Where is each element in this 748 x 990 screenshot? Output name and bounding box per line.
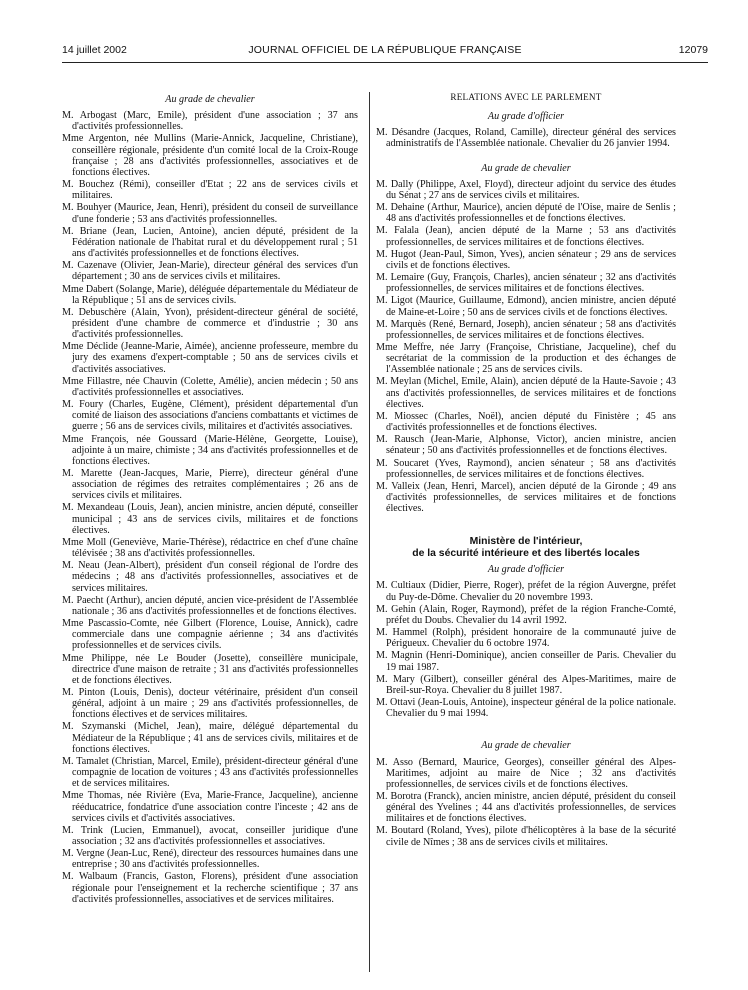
list-item: Mme Pascassio-Comte, née Gilbert (Florence, Louise, Annick), cadre commerciale dans une compagnie aérienne ; 34 ans d'activités professionnelles et de services civils. xyxy=(62,618,358,652)
ministry-heading-line: Ministère de l'intérieur, xyxy=(469,536,583,548)
right-column xyxy=(376,92,676,849)
list-item: M. Désandre (Jacques, Roland, Camille), directeur général des services administratifs de l'Assemblée nationale. Chevalier du 26 janvier 1994. xyxy=(376,127,676,150)
list-item: M. Lemaire (Guy, François, Charles), ancien sénateur ; 32 ans d'activités professionnelles, de services militaires et de fonctions électives. xyxy=(376,272,676,295)
list-item: M. Meylan (Michel, Emile, Alain), ancien député de la Haute-Savoie ; 43 ans d'activités professionnelles, de services militaires et de fonctions électives. xyxy=(376,376,676,410)
grade-subheading: Au grade d'officier xyxy=(487,564,565,576)
list-item: M. Szymanski (Michel, Jean), maire, délégué départemental du Médiateur de la République ; 41 ans de services civils, militaires et de fonctions électives. xyxy=(62,721,358,755)
list-item: M. Pinton (Louis, Denis), docteur vétérinaire, président d'un conseil général, adjoint à un maire ; 29 ans d'activités professionnelles, de fonctions électives et de services militaires. xyxy=(62,686,358,721)
entry-list xyxy=(376,179,676,515)
entry-list xyxy=(62,110,358,905)
list-item: Mme Meffre, née Jarry (Françoise, Christiane, Jacqueline), chef du secrétariat de la commission de la production et des échanges de l'Assemblée nationale ; 25 ans de services civils. xyxy=(376,341,676,376)
journal-title: JOURNAL OFFICIEL DE LA RÉPUBLIQUE FRANÇAISE xyxy=(248,44,522,56)
list-item: M. Briane (Jean, Lucien, Antoine), ancien député, président de la Fédération nationale de l'habitat rural et du développement rural ; 51 ans d'activités professionnelles et de fonctions électives. xyxy=(62,225,358,260)
page-number: 12079 xyxy=(678,44,708,56)
list-item: Mme Fillastre, née Chauvin (Colette, Amélie), ancien médecin ; 50 ans d'activités professionnelles et associatives. xyxy=(62,375,358,398)
section-title: RELATIONS AVEC LE PARLEMENT xyxy=(450,92,602,102)
list-item: M. Ottavi (Jean-Louis, Antoine), inspecteur général de la police nationale. Chevalier du 9 mai 1994. xyxy=(376,697,676,720)
list-item: M. Soucaret (Yves, Raymond), ancien sénateur ; 58 ans d'activités professionnelles, de services militaires et de fonctions électives. xyxy=(376,457,676,480)
list-item: M. Mexandeau (Louis, Jean), ancien ministre, ancien député, conseiller municipal ; 43 ans de services civils, militaires et de fonctions électives. xyxy=(62,502,358,536)
list-item: M. Valleix (Jean, Henri, Marcel), ancien député de la Gironde ; 49 ans d'activités professionnelles, de services militaires et de fonctions électives. xyxy=(376,480,676,515)
list-item: M. Magnin (Henri-Dominique), ancien conseiller de Paris. Chevalier du 19 mai 1987. xyxy=(376,650,676,673)
grade-subheading: Au grade de chevalier xyxy=(481,740,571,752)
list-item: M. Marette (Jean-Jacques, Marie, Pierre), directeur général d'une association de régimes des retraites complémentaires ; 26 ans de services civils et militaires. xyxy=(62,468,358,502)
ministry-heading xyxy=(376,536,676,560)
grade-subheading: Au grade d'officier xyxy=(487,111,565,123)
left-column xyxy=(62,92,358,906)
list-item: M. Cultiaux (Didier, Pierre, Roger), préfet de la région Auvergne, préfet du Puy-de-Dôme. Chevalier du 20 novembre 1993. xyxy=(376,580,676,603)
list-item: Mme Argenton, née Mullins (Marie-Annick, Jacqueline, Christiane), conseillère régionale, présidente d'un comité local de la Croix-Rouge française ; 28 ans d'activités professionnelles, associatives et de fonctions électives. xyxy=(62,133,358,178)
list-item: Mme Philippe, née Le Bouder (Josette), conseillère municipale, directrice d'une maison de retraite ; 31 ans d'activités professionnelles et de fonctions électives. xyxy=(62,652,358,686)
entry-list xyxy=(376,757,676,848)
list-item: M. Foury (Charles, Eugène, Clément), président départemental d'un comité de liaison des associations d'anciens combattants et victimes de guerre ; 56 ans de services civils, militaires et d'activités associatives. xyxy=(62,399,358,433)
list-item: M. Falala (Jean), ancien député de la Marne ; 53 ans d'activités professionnelles, de services militaires et de fonctions électives. xyxy=(376,225,676,248)
issue-date: 14 juillet 2002 xyxy=(62,44,127,56)
list-item: M. Borotra (Franck), ancien ministre, ancien député, président du conseil général des Yvelines ; 44 ans d'activités professionnelles, de services militaires et de fonctions électives. xyxy=(376,790,676,825)
list-item: M. Hugot (Jean-Paul, Simon, Yves), ancien sénateur ; 29 ans de services civils et de fonctions électives. xyxy=(376,248,676,271)
list-item: M. Dehaine (Arthur, Maurice), ancien député de l'Oise, maire de Senlis ; 48 ans d'activités professionnelles et de fonctions électives. xyxy=(376,202,676,225)
list-item: M. Debuschère (Alain, Yvon), président-directeur général de société, président d'une chambre de commerce et d'industrie ; 30 ans d'activités professionnelles. xyxy=(62,306,358,341)
list-item: M. Tamalet (Christian, Marcel, Emile), président-directeur général d'une compagnie de location de voitures ; 43 ans d'activités professionnelles et de services militaires. xyxy=(62,755,358,790)
list-item: M. Marquès (René, Bernard, Joseph), ancien sénateur ; 58 ans d'activités professionnelles, de services militaires et de fonctions électives. xyxy=(376,318,676,341)
page-header xyxy=(62,44,708,58)
list-item: M. Dally (Philippe, Axel, Floyd), directeur adjoint du service des études du Sénat ; 27 ans de services civils et militaires. xyxy=(376,178,676,201)
grade-subheading: Au grade de chevalier xyxy=(165,94,255,105)
entry-list xyxy=(376,580,676,719)
list-item: M. Bouhyer (Maurice, Jean, Henri), président du conseil de surveillance d'une fonderie ; 53 ans d'activités professionnelles. xyxy=(62,202,358,225)
list-item: Mme Déclide (Jeanne-Marie, Aimée), ancienne professeure, membre du jury des examens d'expert-comptable ; 50 ans de services civils et d'activités associatives. xyxy=(62,341,358,375)
grade-subheading: Au grade de chevalier xyxy=(481,162,571,174)
list-item: M. Mary (Gilbert), conseiller général des Alpes-Maritimes, maire de Breil-sur-Roya. Chevalier du 8 juillet 1987. xyxy=(376,673,676,696)
list-item: M. Neau (Jean-Albert), président d'un conseil régional de l'ordre des médecins ; 48 ans d'activités professionnelles, associatives et de services militaires. xyxy=(62,560,358,594)
list-item: Mme Moll (Geneviève, Marie-Thérèse), rédactrice en chef d'une chaîne télévisée ; 38 ans d'activités professionnelles. xyxy=(62,536,358,560)
list-item: M. Vergne (Jean-Luc, René), directeur des ressources humaines dans une entreprise ; 30 ans d'activités professionnelles. xyxy=(62,848,358,871)
list-item: M. Asso (Bernard, Maurice, Georges), conseiller général des Alpes-Maritimes, adjoint au maire de Nice ; 32 ans d'activités professionnelles, de services civils et de fonctions électives. xyxy=(376,756,676,790)
list-item: M. Miossec (Charles, Noël), ancien député du Finistère ; 45 ans d'activités professionnelles et de fonctions électives. xyxy=(376,410,676,434)
list-item: M. Trink (Lucien, Emmanuel), avocat, conseiller juridique d'une association ; 32 ans d'activités professionnelles et associatives. xyxy=(62,824,358,847)
list-item: M. Gehin (Alain, Roger, Raymond), préfet de la région Franche-Comté, préfet du Doubs. Chevalier du 14 avril 1992. xyxy=(376,603,676,626)
list-item: Mme Thomas, née Rivière (Eva, Marie-France, Jacqueline), ancienne rééducatrice, fondatrice d'une association contre l'inceste ; 42 ans de services civils et d'activités associatives. xyxy=(62,790,358,824)
list-item: M. Hammel (Rolph), président honoraire de la communauté juive de Périgueux. Chevalier du 6 octobre 1974. xyxy=(376,627,676,650)
list-item: M. Cazenave (Olivier, Jean-Marie), directeur général des services d'un département ; 30 ans de services civils et militaires. xyxy=(62,260,358,283)
list-item: M. Rausch (Jean-Marie, Alphonse, Victor), ancien ministre, ancien sénateur ; 50 ans d'activités professionnelles et de fonctions électives. xyxy=(376,434,676,457)
ministry-heading-line: de la sécurité intérieure et des libertés locales xyxy=(412,548,640,560)
column-divider xyxy=(369,92,370,972)
list-item: M. Ligot (Maurice, Guillaume, Edmond), ancien ministre, ancien député de Maine-et-Loire ; 50 ans de services civils et de fonctions électives. xyxy=(376,295,676,318)
list-item: M. Paecht (Arthur), ancien député, ancien vice-président de l'Assemblée nationale ; 36 ans d'activités professionnelles et de fonctions électives. xyxy=(62,594,358,617)
entry-list xyxy=(376,127,676,149)
header-rule xyxy=(62,62,708,63)
list-item: M. Walbaum (Francis, Gaston, Florens), président d'une association régionale pour l'enseignement et la recherche scientifique ; 37 ans d'activités professionnelles, associatives et de services militaires. xyxy=(62,871,358,905)
list-item: Mme François, née Goussard (Marie-Hélène, Georgette, Louise), adjointe à un maire, chimiste ; 34 ans d'activités professionnelles et de fonctions électives. xyxy=(62,433,358,467)
list-item: M. Boutard (Roland, Yves), pilote d'hélicoptères à la base de la sécurité civile de Nîmes ; 38 ans de services civils et militaires. xyxy=(376,825,676,848)
list-item: M. Arbogast (Marc, Emile), président d'une association ; 37 ans d'activités professionnelles. xyxy=(62,110,358,133)
list-item: M. Bouchez (Rémi), conseiller d'Etat ; 22 ans de services civils et militaires. xyxy=(62,179,358,202)
list-item: Mme Dabert (Solange, Marie), déléguée départementale du Médiateur de la République ; 51 ans de services civils. xyxy=(62,283,358,306)
